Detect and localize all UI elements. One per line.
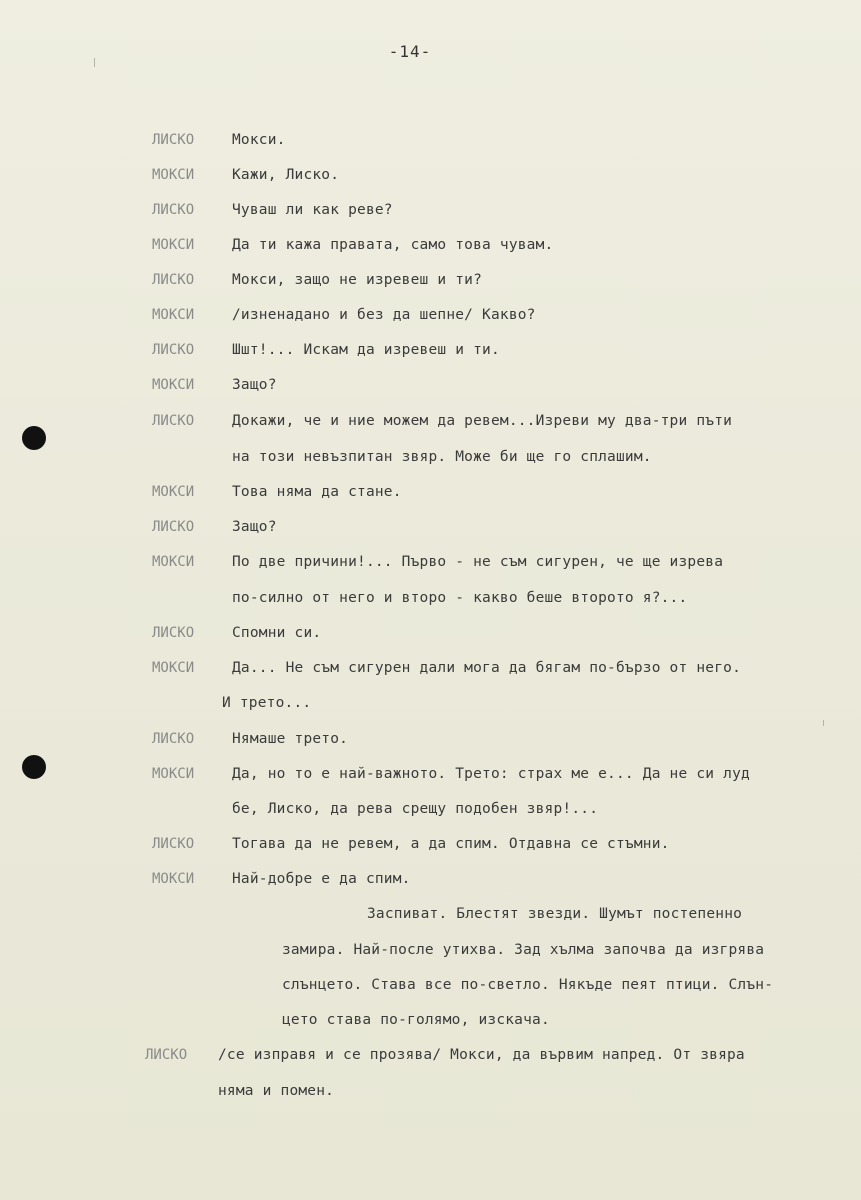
paper-mark — [94, 58, 95, 67]
speaker-name: МОКСИ — [152, 554, 195, 570]
speaker-name: ЛИСКО — [152, 202, 195, 218]
dialogue-line: Защо? — [232, 519, 277, 535]
dialogue-line: бе, Лиско, да рева срещу подобен звяр!... — [232, 801, 599, 817]
dialogue-line: /се изправя и се прозява/ Мокси, да вървим напред. От звяра — [218, 1047, 745, 1063]
dialogue-line: Кажи, Лиско. — [232, 167, 340, 183]
speaker-name: ЛИСКО — [145, 1047, 188, 1063]
speaker-name: МОКСИ — [152, 871, 195, 887]
speaker-name: МОКСИ — [152, 167, 195, 183]
dialogue-line: на този невъзпитан звяр. Може би ще го сплашим. — [232, 449, 652, 465]
speaker-name: МОКСИ — [152, 237, 195, 253]
stage-direction-line: замира. Най-после утихва. Зад хълма започва да изгрява — [282, 942, 765, 958]
dialogue-line: По две причини!... Първо - не съм сигурен, че ще изрева — [232, 554, 724, 570]
page-number: -14- — [388, 42, 432, 61]
speaker-name: МОКСИ — [152, 307, 195, 323]
speaker-name: МОКСИ — [152, 377, 195, 393]
punch-hole-top — [22, 426, 46, 450]
dialogue-line: Мокси. — [232, 132, 286, 148]
speaker-name: ЛИСКО — [152, 132, 195, 148]
dialogue-line: Нямаше трето. — [232, 731, 349, 747]
dialogue-line: Да, но то е най-важното. Трето: страх ме е... Да не си луд — [232, 766, 750, 782]
speaker-name: ЛИСКО — [152, 625, 195, 641]
stage-direction-line: слънцето. Става все по-светло. Някъде пеят птици. Слън- — [282, 977, 774, 993]
paper-mark — [823, 720, 824, 726]
dialogue-line: /изненадано и без да шепне/ Какво? — [232, 307, 536, 323]
dialogue-line: И трето... — [222, 695, 312, 711]
speaker-name: МОКСИ — [152, 484, 195, 500]
dialogue-line: по-силно от него и второ - какво беше второто я?... — [232, 590, 688, 606]
dialogue-line: Да ти кажа правата, само това чувам. — [232, 237, 554, 253]
speaker-name: ЛИСКО — [152, 413, 195, 429]
dialogue-line: Най-добре е да спим. — [232, 871, 411, 887]
speaker-name: ЛИСКО — [152, 519, 195, 535]
speaker-name: ЛИСКО — [152, 731, 195, 747]
speaker-name: МОКСИ — [152, 766, 195, 782]
speaker-name: ЛИСКО — [152, 836, 195, 852]
stage-direction-line: цето става по-голямо, изскача. — [282, 1012, 550, 1028]
dialogue-line: Защо? — [232, 377, 277, 393]
dialogue-line: Тогава да не ревем, а да спим. Отдавна се стъмни. — [232, 836, 670, 852]
speaker-name: ЛИСКО — [152, 342, 195, 358]
speaker-name: МОКСИ — [152, 660, 195, 676]
dialogue-line: Спомни си. — [232, 625, 322, 641]
dialogue-line: Чуваш ли как реве? — [232, 202, 393, 218]
dialogue-line: Шшт!... Искам да изревеш и ти. — [232, 342, 500, 358]
speaker-name: ЛИСКО — [152, 272, 195, 288]
dialogue-line: Това няма да стане. — [232, 484, 402, 500]
dialogue-line: Докажи, че и ние можем да ревем...Изреви му два-три пъти — [232, 413, 733, 429]
dialogue-line: няма и помен. — [218, 1083, 335, 1099]
dialogue-line: Мокси, защо не изревеш и ти? — [232, 272, 483, 288]
punch-hole-bottom — [22, 755, 46, 779]
dialogue-line: Да... Не съм сигурен дали мога да бягам по-бързо от него. — [232, 660, 741, 676]
stage-direction-line: Заспиват. Блестят звезди. Шумът постепенно — [367, 906, 743, 922]
